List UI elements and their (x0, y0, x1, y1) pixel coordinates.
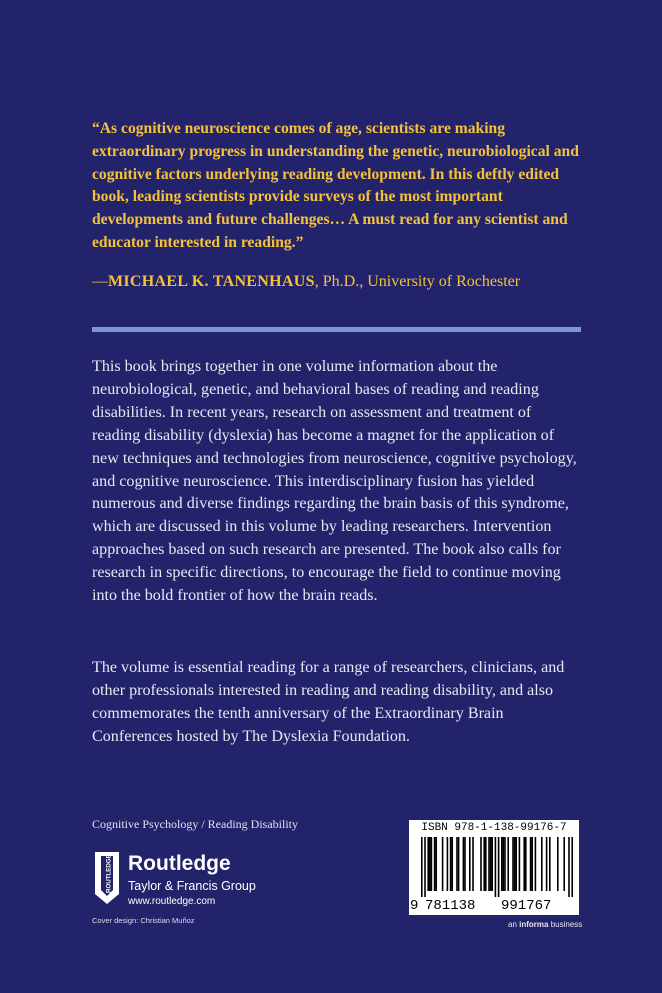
description-paragraph-2: The volume is essential reading for a range of researchers, clinicians, and other professionals interested in reading and reading disability, and also commemorates the tenth anniversary of the Extraordinary Brain Conferences hosted by The Dyslexia Foundation. (92, 659, 565, 745)
endorser-affiliation: , Ph.D., University of Rochester (314, 273, 521, 290)
barcode-bar (541, 837, 543, 891)
barcode-bar (451, 837, 453, 891)
barcode-guard-bar (421, 837, 423, 897)
barcode-bar (515, 837, 517, 891)
barcode-bar (442, 837, 444, 891)
publisher-logo (92, 850, 312, 910)
barcode-bar (480, 837, 482, 891)
barcode-guard-bar (568, 837, 570, 897)
description-paragraph-1: This book brings together in one volume information about the neurobiological, genetic, and behavioral bases of reading and reading disabilities. In recent years, research on assessment and treatment of reading disability (dyslexia) has become a magnet for the application of new techniques and technologies from neuroscience, cognitive psychology, and cognitive neuroscience. This interdisciplinary fusion has yielded numerous and diverse findings regarding the brain basis of this syndrome, which are discussed in this volume by leading researchers. Intervention approaches based on such research are presented. The book also calls for research in specific directions, to encourage the field to continue moving into the bold frontier of how the brain reads. (92, 358, 577, 605)
informa-brand: informa (519, 920, 549, 929)
barcode-guard-bar (495, 837, 497, 897)
barcode-bar (563, 837, 565, 891)
barcode-bar (464, 837, 466, 891)
barcode-bar (490, 837, 492, 891)
endorsement-attribution (92, 271, 582, 293)
barcode-bar (503, 837, 505, 891)
barcode-bar (429, 837, 431, 891)
barcode-right-group: 991767 (501, 898, 552, 914)
barcode-bar (546, 837, 548, 891)
informa-suffix: business (548, 920, 583, 929)
barcode-bars (417, 837, 579, 897)
section-divider (92, 327, 581, 332)
endorsement-quote: “As cognitive neuroscience comes of age, scientists are making extraordinary progress in understanding the genetic, neurobiological and cognitive factors underlying reading development. In this deftly edited book, leading scientists provide surveys of the most important developments and future challenges… A must read for any scientist and educator interested in reading.” (92, 120, 579, 251)
barcode-bar (456, 837, 458, 891)
attribution-dash: — (92, 273, 108, 290)
barcode-bar (447, 837, 449, 891)
barcode-guard-bar (424, 837, 426, 897)
publisher-website: www.routledge.com (128, 896, 216, 907)
endorser-name: MICHAEL K. TANENHAUS (108, 273, 315, 290)
isbn-barcode (409, 820, 579, 915)
barcode-bar (523, 837, 525, 891)
publisher-brand: Routledge (128, 852, 231, 875)
barcode-bar (519, 837, 521, 891)
cover-design-credit: Cover design: Christian Muñoz (92, 916, 195, 925)
barcode-bar (483, 837, 485, 891)
barcode-bar (427, 837, 429, 891)
publisher-group: Taylor & Francis Group (128, 879, 256, 893)
barcode-bar (491, 837, 493, 891)
barcode-bar (525, 837, 527, 891)
barcode-bar (507, 837, 509, 891)
barcode-first-digit: 9 (410, 898, 419, 914)
isbn-label: ISBN 978-1-138-99176-7 (421, 822, 567, 834)
barcode-bar (531, 837, 533, 891)
barcode-guard-bar (498, 837, 500, 897)
barcode-bar (450, 837, 452, 891)
barcode-bar (535, 837, 537, 891)
routledge-logo-icon (92, 850, 122, 906)
barcode-left-group: 781138 (425, 898, 476, 914)
barcode-bar (434, 837, 436, 891)
barcode-bar (557, 837, 559, 891)
barcode-bar (514, 837, 516, 891)
barcode-bar (501, 837, 503, 891)
informa-business (508, 920, 582, 930)
barcode-bar (469, 837, 471, 891)
barcode-bar (472, 837, 474, 891)
barcode-bar (485, 837, 487, 891)
informa-prefix: an (508, 920, 520, 929)
barcode-bar (463, 837, 465, 891)
barcode-bar (488, 837, 490, 891)
barcode-guard-bar (571, 837, 573, 897)
subject-category: Cognitive Psychology / Reading Disability (92, 817, 298, 831)
barcode-bar (458, 837, 460, 891)
barcode-bar (530, 837, 532, 891)
logo-vertical-text: ROUTLEDGE (105, 854, 113, 893)
barcode-bar (431, 837, 433, 891)
barcode-bar (504, 837, 506, 891)
barcode-bar (549, 837, 551, 891)
barcode-bar (512, 837, 514, 891)
barcode-bar (435, 837, 437, 891)
